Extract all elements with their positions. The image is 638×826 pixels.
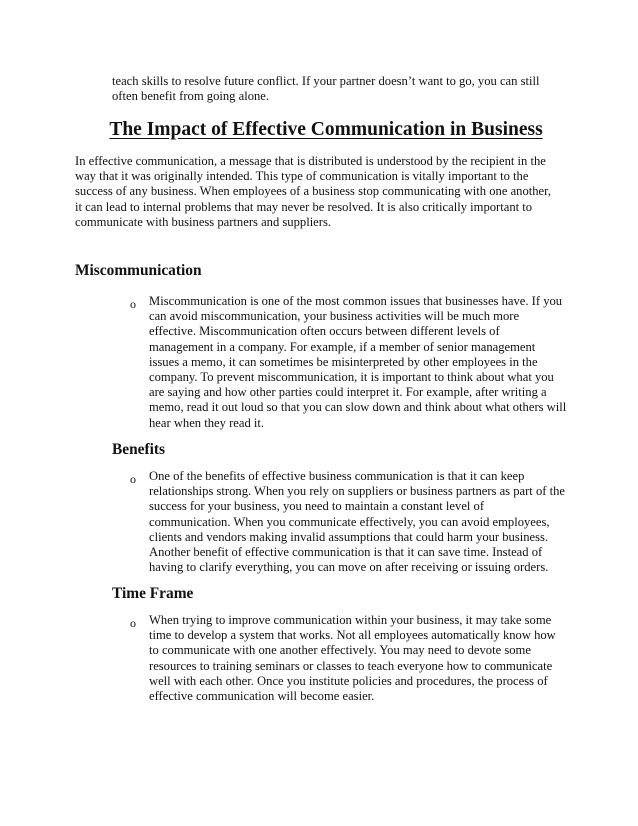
bullet-text-benefits: One of the benefits of effective business communication is that it can keep relationships strong. When you rely on suppliers or business partners as part of the success for your business, you need to maintain a constant level of communication. When you communicate effectively, you can avoid employees, clients and vendors making invalid assumptions that could harm your business. Another benefit of effective communication is that it can save time. Instead of having to clarify everything, you can move on after receiving or issuing orders.: [149, 469, 565, 575]
intro-paragraph: teach skills to resolve future conflict. If your partner doesn’t want to go, you can still often benefit from going alone.: [112, 74, 540, 104]
document-title: The Impact of Effective Communication in Business: [109, 119, 543, 140]
heading-miscommunication: Miscommunication: [75, 262, 202, 279]
heading-time-frame: Time Frame: [112, 585, 194, 602]
heading-benefits: Benefits: [112, 441, 166, 458]
bullet-marker: o: [130, 616, 136, 630]
lead-paragraph: In effective communication, a message that is distributed is understood by the recipient in the way that it was originally intended. This type of communication is vitally important to the success of any business. When employees of a business stop communicating with one another, it can lead to internal problems that may never be resolved. It is also critically important to communicate with business partners and suppliers.: [75, 154, 551, 229]
bullet-text-time-frame: When trying to improve communication within your business, it may take some time to develop a system that works. Not all employees automatically know how to communicate with one another effectively. You may need to devote some resources to training seminars or classes to teach everyone how to communicate well with each other. Once you institute policies and procedures, the process of effective communication will become easier.: [149, 613, 556, 704]
bullet-marker: o: [130, 297, 136, 311]
bullet-text-miscommunication: Miscommunication is one of the most common issues that businesses have. If you can avoid miscommunication, your business activities will be much more effective. Miscommunication often occurs between different levels of management in a company. For example, if a member of senior management issues a memo, it can sometimes be misinterpreted by other employees in the company. To prevent miscommunication, it is important to think about what you are saying and how other parties could interpret it. For example, after writing a memo, read it out loud so that you can slow down and think about what others will hear when they read it.: [149, 294, 567, 430]
bullet-marker: o: [130, 472, 136, 486]
